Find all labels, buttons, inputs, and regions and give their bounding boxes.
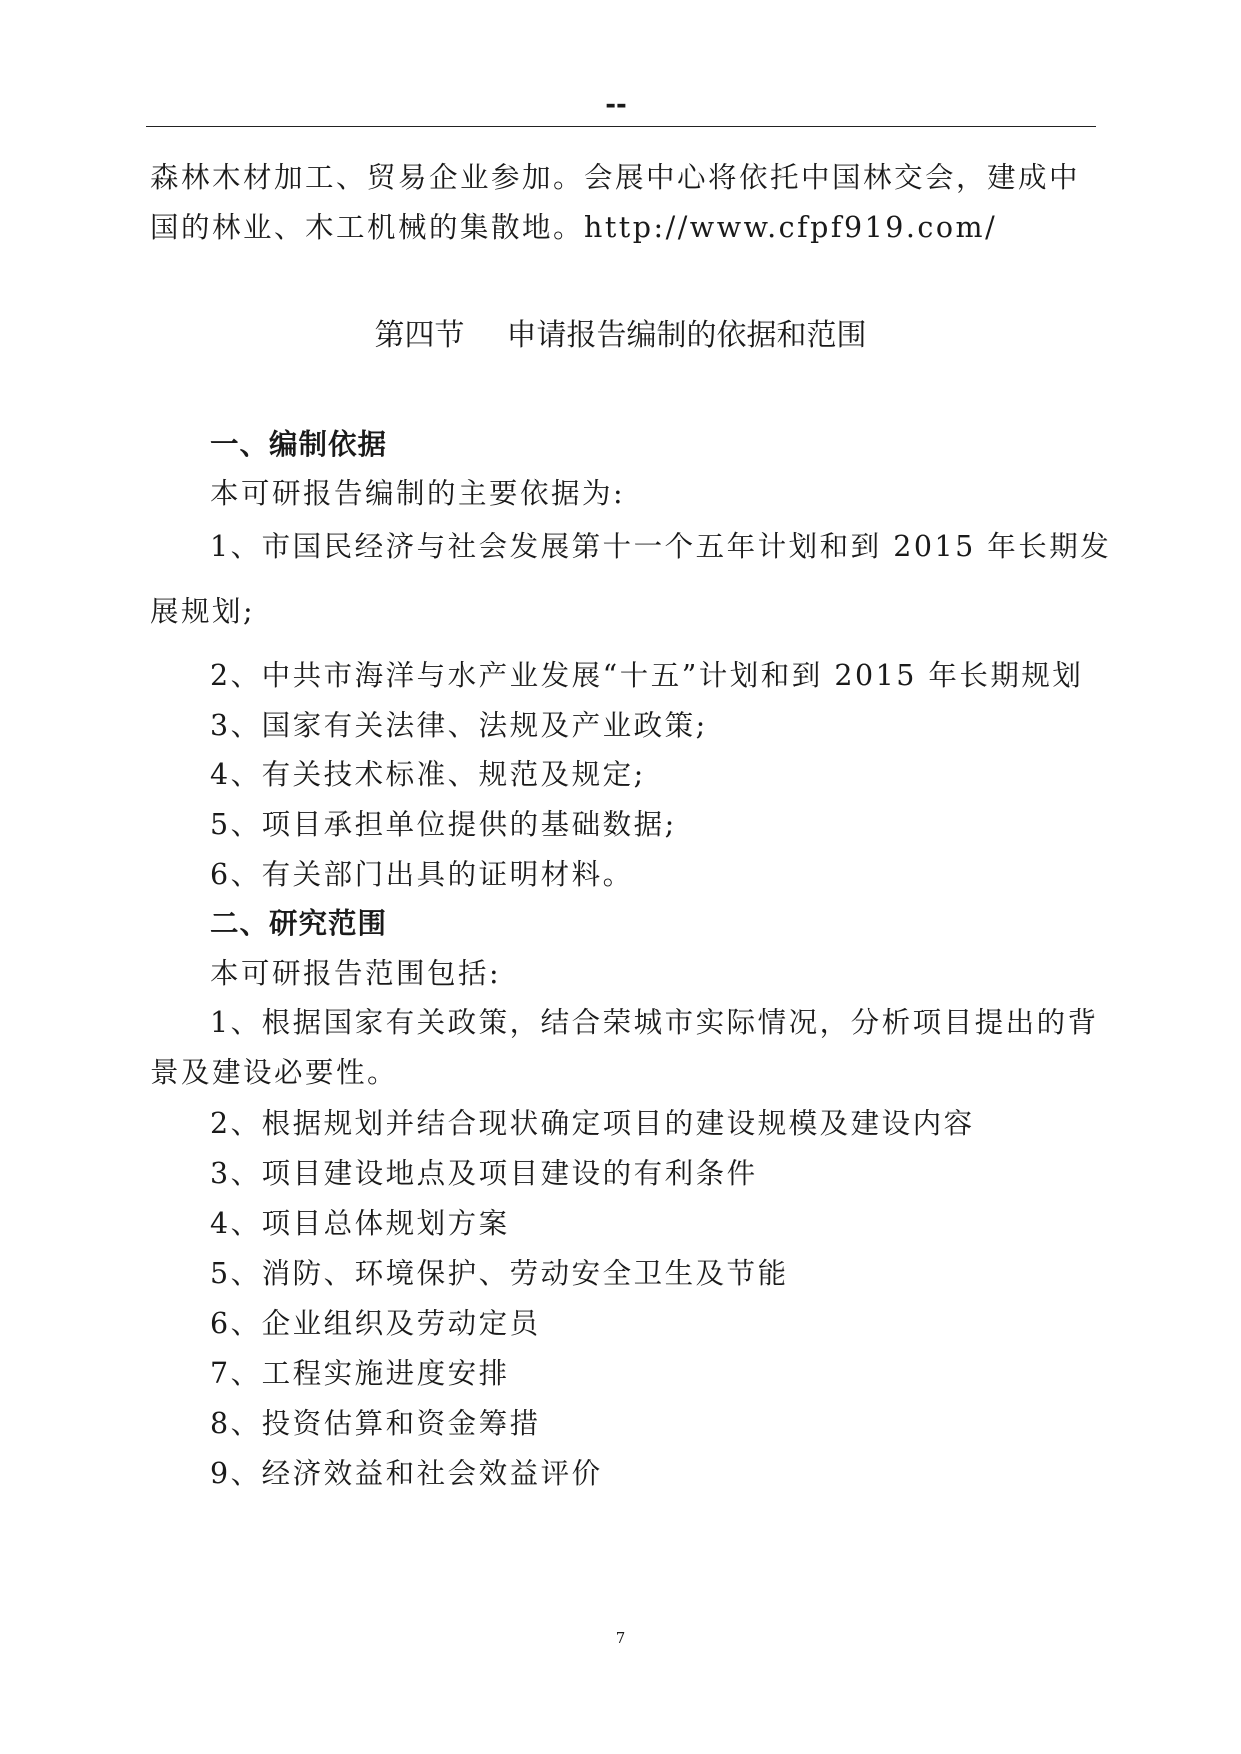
basis-lead: 本可研报告编制的主要依据为: (210, 477, 626, 510)
scope-item: 6、企业组织及劳动定员 (210, 1307, 541, 1340)
scope-item: 9、经济效益和社会效益评价 (210, 1457, 603, 1490)
scope-item: 3、项目建设地点及项目建设的有利条件 (210, 1157, 758, 1190)
basis-item: 2、中共市海洋与水产业发展“十五”计划和到 2015 年长期规划 (210, 659, 1084, 692)
page-number: 7 (615, 1629, 626, 1647)
basis-item: 3、国家有关法律、法规及产业政策; (210, 709, 708, 742)
page-header-mark: -- (605, 90, 627, 120)
scope-heading: 二、研究范围 (210, 907, 388, 940)
section-number: 第四节 (374, 318, 465, 353)
section-title-text: 申请报告编制的依据和范围 (506, 318, 867, 353)
scope-item-1-line-1: 1、根据国家有关政策，结合荣城市实际情况，分析项目提出的背 (210, 1006, 1099, 1039)
basis-heading: 一、编制依据 (210, 428, 388, 461)
basis-item-1-line-1: 1、市国民经济与社会发展第十一个五年计划和到 2015 年长期发 (210, 530, 1112, 563)
scope-item: 7、工程实施进度安排 (210, 1357, 510, 1390)
header-rule (146, 126, 1096, 127)
section-title (0, 316, 1241, 356)
scope-item: 4、项目总体规划方案 (210, 1207, 510, 1240)
scope-item: 2、根据规划并结合现状确定项目的建设规模及建设内容 (210, 1107, 975, 1140)
intro-line-1: 森林木材加工、贸易企业参加。会展中心将依托中国林交会，建成中 (150, 161, 1081, 194)
intro-line-2: 国的林业、木工机械的集散地。http://www.cfpf919.com/ (150, 211, 998, 244)
basis-item-1-line-2: 展规划; (150, 595, 256, 628)
basis-item: 5、项目承担单位提供的基础数据; (210, 808, 677, 841)
scope-item-1-line-2: 景及建设必要性。 (150, 1056, 399, 1089)
basis-item: 6、有关部门出具的证明材料。 (210, 858, 634, 891)
scope-item: 5、消防、环境保护、劳动安全卫生及节能 (210, 1257, 789, 1290)
scope-item: 8、投资估算和资金筹措 (210, 1407, 541, 1440)
basis-item: 4、有关技术标准、规范及规定; (210, 758, 646, 791)
scope-lead: 本可研报告范围包括: (210, 957, 502, 990)
